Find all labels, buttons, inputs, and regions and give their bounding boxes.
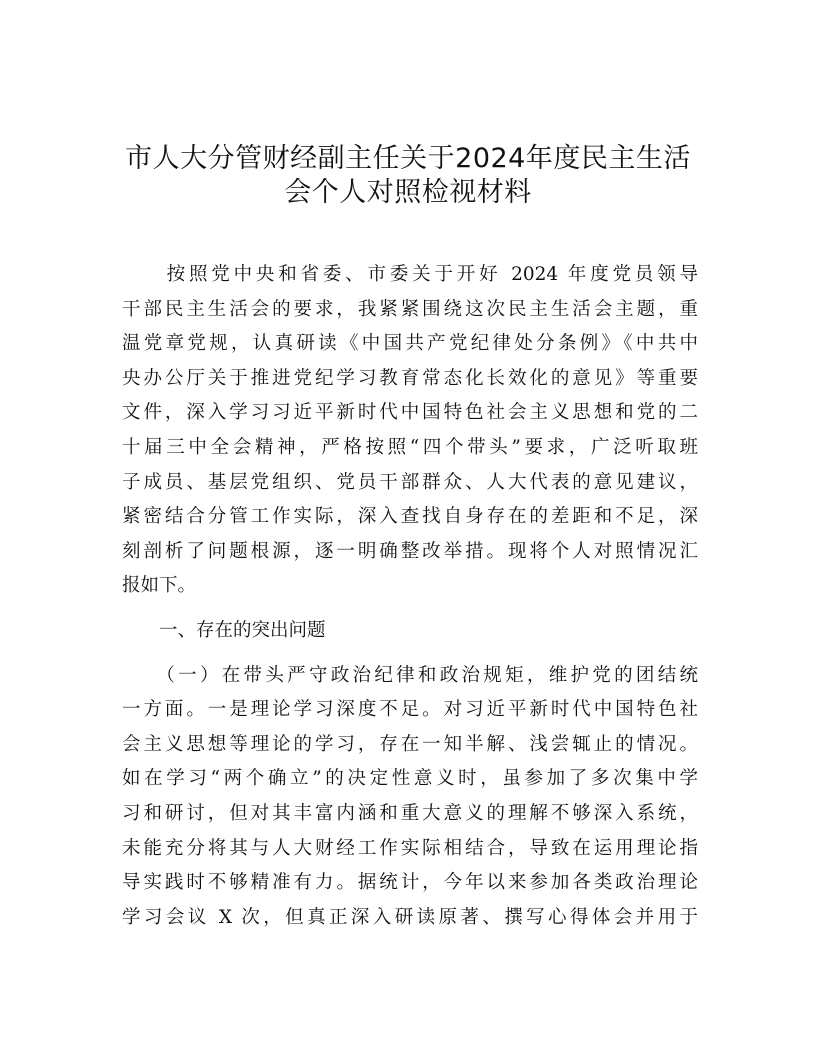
text-line: 十届三中全会精神，严格按照“四个带头”要求，广泛听取班 (122, 436, 698, 458)
text-line: 干部民主生活会的要求，我紧紧围绕这次民主生活会主题，重 (122, 298, 698, 320)
title-line: 会个人对照检视材料 (284, 177, 532, 208)
text-line: 导实践时不够精准有力。据统计，今年以来参加各类政治理论 (122, 872, 698, 894)
document-body (122, 258, 698, 935)
text-line: 刻剖析了问题根源，逐一明确整改举措。现将个人对照情况汇 (122, 540, 698, 562)
text-line: 子成员、基层党组织、党员干部群众、人大代表的意见建议， (122, 471, 698, 493)
section-heading-text: 一、存在的突出问题 (122, 619, 326, 641)
document-title (100, 142, 716, 210)
text-line: 习和研讨，但对其丰富内涵和重大意义的理解不够深入系统， (122, 802, 698, 824)
text-line: 央办公厅关于推进党纪学习教育常态化长效化的意见》等重要 (122, 367, 698, 389)
text-line: 温党章党规，认真研读《中国共产党纪律处分条例》《中共中 (122, 333, 698, 355)
text-line: （一）在带头严守政治纪律和政治规矩，维护党的团结统 (122, 664, 698, 686)
text-line: 紧密结合分管工作实际，深入查找自身存在的差距和不足，深 (122, 506, 698, 528)
intro-paragraph (122, 258, 698, 604)
spacer (122, 649, 698, 659)
text-line: 一方面。一是理论学习深度不足。对习近平新时代中国特色社 (122, 699, 698, 721)
text-line: 如在学习“两个确立”的决定性意义时，虽参加了多次集中学 (122, 768, 698, 790)
text-line: 按照党中央和省委、市委关于开好 2024 年度党员领导 (122, 264, 698, 285)
section-heading (122, 614, 698, 649)
title-line: 市人大分管财经副主任关于2024年度民主生活 (125, 143, 691, 174)
text-line: 文件，深入学习习近平新时代中国特色社会主义思想和党的二 (122, 402, 698, 424)
text-line: 报如下。 (122, 575, 197, 597)
text-line: 学习会议 X 次，但真正深入研读原著、撰写心得体会并用于 (122, 906, 698, 928)
text-line: 会主义思想等理论的学习，存在一知半解、浅尝辄止的情况。 (122, 733, 698, 755)
spacer (122, 604, 698, 614)
text-line: 未能充分将其与人大财经工作实际相结合，导致在运用理论指 (122, 837, 698, 859)
section-paragraph (122, 659, 698, 936)
